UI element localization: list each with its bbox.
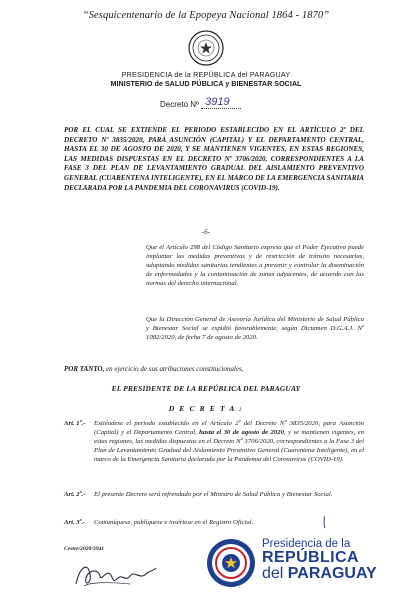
article-1-label: Art. 1º.-: [64, 420, 86, 427]
article-1-text-bold: hasta el 30 de agosto de 2020: [199, 428, 284, 436]
por-tanto-bold: POR TANTO,: [64, 365, 105, 373]
handwritten-signature-icon: [70, 556, 160, 592]
cester-reference: Cester/2020/3941: [64, 546, 105, 552]
presidency-seal-icon: [206, 538, 256, 588]
article-2-label: Art. 2º.-: [64, 491, 86, 498]
decree-number-handwritten: 3919: [205, 96, 230, 108]
page-number: -6-: [201, 228, 211, 236]
logo-line1: Presidencia de la: [262, 538, 351, 550]
decree-number-line: [160, 96, 241, 109]
por-tanto-rest: en ejercicio de sus atribuciones constitucionales,: [104, 365, 244, 373]
logo-line3: [262, 566, 402, 582]
national-seal-icon: [188, 30, 224, 66]
article-1-text-a: Extiéndese el periodo establecido en el Artículo 2º del Decreto Nº 3835/2020, para Asunción (Capital) y el Departamento Central,: [94, 420, 364, 436]
institution-presidency: PRESIDENCIA de la REPÚBLICA del PARAGUAY: [121, 70, 291, 79]
article-2-text: El presente Decreto será refrendado por el Ministro de Salud Pública y Bienestar Social.: [94, 491, 333, 498]
considerando-2: Que la Dirección General de Asesoría Jurídica del Ministerio de Salud Pública y Bienestar Social se expidió favorablemente, según Dictamen D.G.A.J. Nº 1082/2020, de fecha 7 de agosto de 2020.: [146, 316, 364, 341]
logo-line2: REPÚBLICA: [262, 549, 359, 566]
header-motto: “Sesquicentenario de la Epopeya Nacional 1864 - 1870”: [82, 10, 330, 21]
article-3-text: Comuníquese, publíquese e insértese en el Registro Oficial.: [94, 519, 254, 526]
logo-line3-prefix: del: [262, 565, 288, 582]
decree-title: POR EL CUAL SE EXTIENDE EL PERIODO ESTABLECIDO EN EL ARTÍCULO 2º DEL DECRETO Nº 3835/2020, PARA ASUNCIÓN (CAPITAL) Y EL DEPARTAMENTO CENTRAL, HASTA EL 30 DE AGOSTO DE 2020, Y SE MANTIENEN VIGENTES, EN ESTAS REGIONES, LAS MEDIDAS DISPUESTAS EN EL DECRETO Nº 3706/2020, CORRESPONDIENTES A LA FASE 3 DEL PLAN DE LEVANTAMIENTO GRADUAL DEL AISLAMIENTO PREVENTIVO GENERAL (CUARENTENA INTELIGENTE), EN EL MARCO DE LA EMERGENCIA SANITARIA DECLARADA POR LA PANDEMIA DEL CORONAVIRUS (COVID-19).: [64, 126, 364, 192]
decree-label: Decreto Nº: [160, 100, 199, 109]
institution-ministry: MINISTERIO de SALUD PÚBLICA y BIENESTAR SOCIAL: [110, 79, 302, 88]
decreta-heading: D E C R E T A :: [168, 404, 244, 413]
por-tanto-clause: [64, 365, 364, 373]
article-3-label: Art. 3º.-: [64, 519, 86, 526]
considerando-1: Que el Artículo 298 del Código Sanitario expresa que el Poder Ejecutivo puede implantar las medidas preventivas y de restricción de tránsito necesarias, adoptando medidas sanitarias tendientes a prevenir y controlar la diseminación de enfermedades y la contaminación de zonas adyacentes, de acuerdo con las normas del derecho internacional.: [146, 244, 364, 287]
handwritten-mark-icon: [320, 515, 330, 529]
decree-number-underline: [201, 96, 241, 109]
president-line: EL PRESIDENTE DE LA REPÚBLICA DEL PARAGUAY: [111, 384, 301, 393]
article-1-text-b: , y se mantienen vigentes, en estas regiones, las medidas dispuestas en el Decreto Nº 3706/2020, correspondientes a la Fase 3 del Plan de Levantamiento Gradual del Aislamiento Preventivo General (Cuarentena Inteligente), en el marco de la Emergencia Sanitaria declarada por la Pandemia del Coronavirus (COVID-19).: [94, 428, 364, 463]
article-1-text: [94, 420, 364, 465]
presidency-logo-text: [262, 538, 402, 582]
logo-line3-bold: PARAGUAY: [287, 565, 377, 582]
